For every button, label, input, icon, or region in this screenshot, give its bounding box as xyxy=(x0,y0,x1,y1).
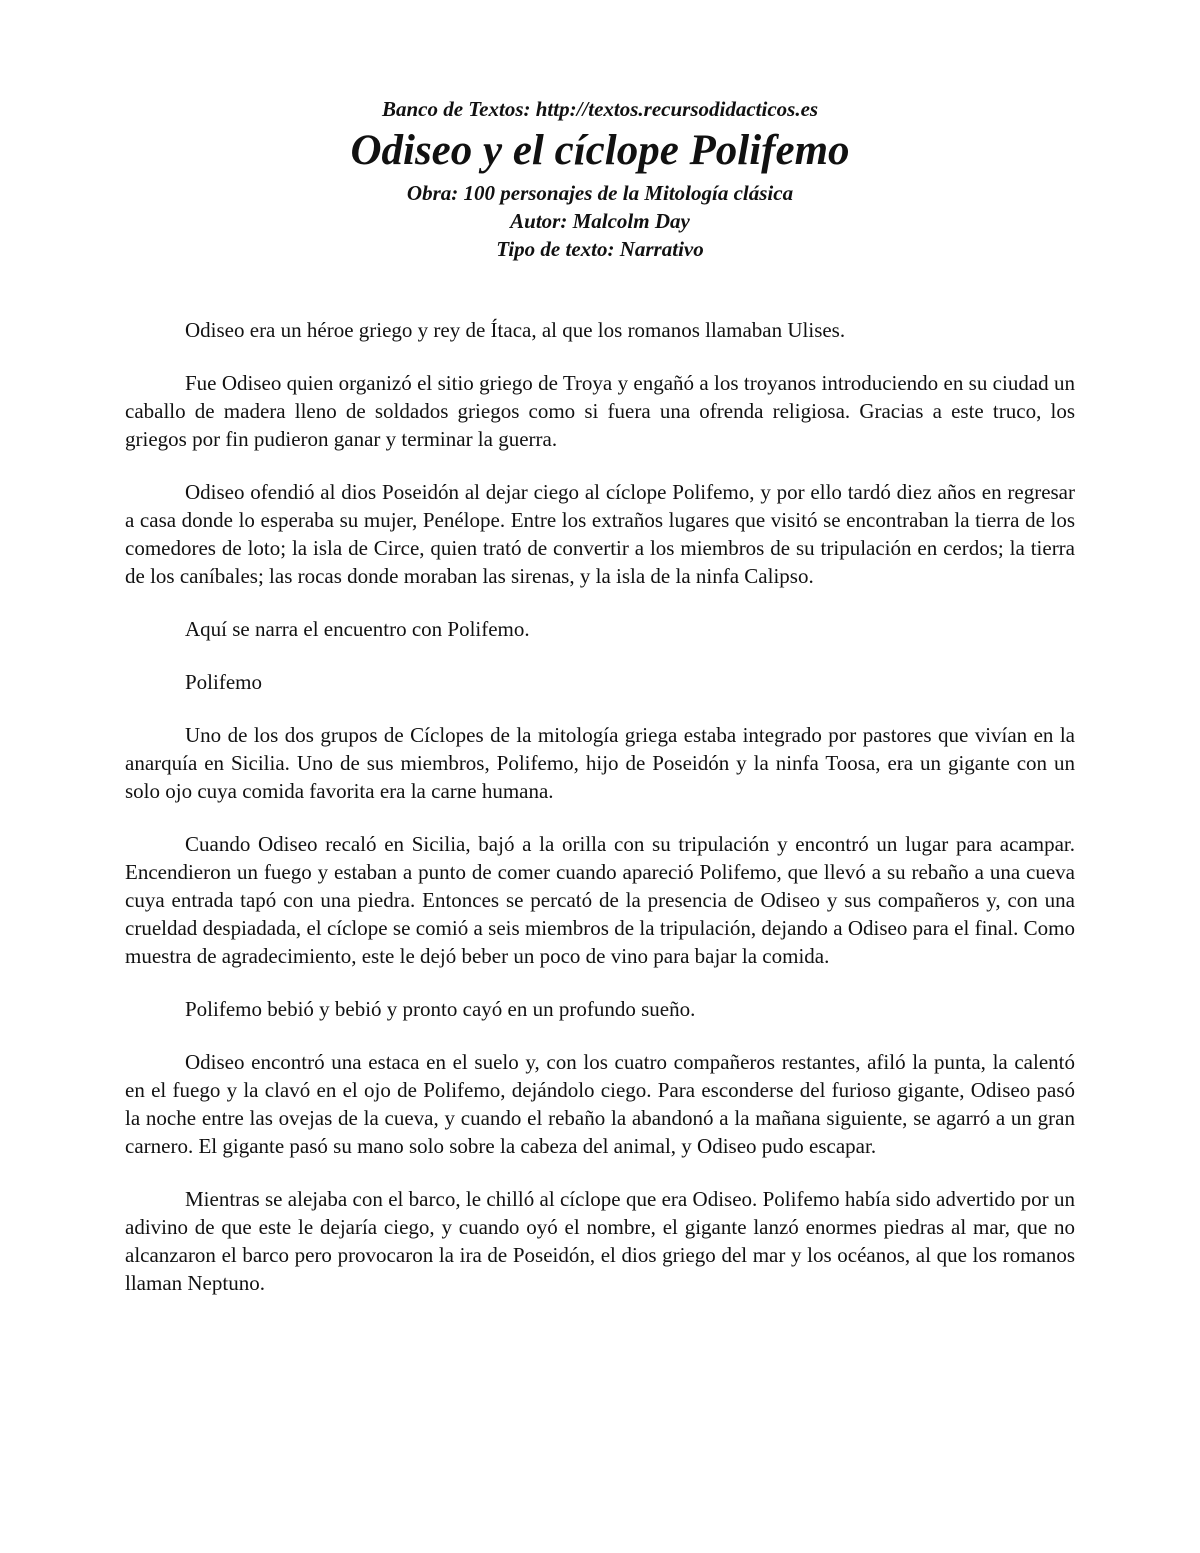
paragraph: Fue Odiseo quien organizó el sitio griego de Troya y engañó a los troyanos introduciendo en su ciudad un caballo de madera lleno de soldados griegos como si fuera una ofrenda religiosa. Gracias a este truco, los griegos por fin pudieron ganar y terminar la guerra. xyxy=(125,371,1075,451)
work-line: Obra: 100 personajes de la Mitología clásica xyxy=(406,181,794,205)
paragraph: Polifemo bebió y bebió y pronto cayó en un profundo sueño. xyxy=(185,997,696,1021)
document-header xyxy=(125,96,1075,263)
document-body xyxy=(125,316,1075,1322)
author-line: Autor: Malcolm Day xyxy=(510,209,690,233)
document-title: Odiseo y el cíclope Polifemo xyxy=(350,127,850,174)
source-line: Banco de Textos: http://textos.recursodidacticos.es xyxy=(381,97,819,121)
paragraph: Cuando Odiseo recaló en Sicilia, bajó a la orilla con su tripulación y encontró un lugar para acampar. Encendieron un fuego y estaban a punto de comer cuando apareció Polifemo, que llevó a su rebaño a una cueva cuya entrada tapó con una piedra. Entonces se percató de la presencia de Odiseo y sus compañeros y, con una crueldad despiadada, el cíclope se comió a seis miembros de la tripulación, dejando a Odiseo para el final. Como muestra de agradecimiento, este le dejó beber un poco de vino para bajar la comida. xyxy=(125,832,1075,968)
paragraph: Mientras se alejaba con el barco, le chilló al cíclope que era Odiseo. Polifemo había sido advertido por un adivino de que este le dejaría ciego, y cuando oyó el nombre, el gigante lanzó enormes piedras al mar, que no alcanzaron el barco pero provocaron la ira de Poseidón, el dios griego del mar y los océanos, al que los romanos llaman Neptuno. xyxy=(125,1187,1075,1295)
paragraph: Odiseo era un héroe griego y rey de Ítaca, al que los romanos llamaban Ulises. xyxy=(185,318,846,342)
paragraph: Odiseo ofendió al dios Poseidón al dejar ciego al cíclope Polifemo, y por ello tardó diez años en regresar a casa donde lo esperaba su mujer, Penélope. Entre los extraños lugares que visitó se encontraban la tierra de los comedores de loto; la isla de Circe, quien trató de convertir a los miembros de su tripulación en cerdos; la tierra de los caníbales; las rocas donde moraban las sirenas, y la isla de la ninfa Calipso. xyxy=(125,480,1075,588)
paragraph: Uno de los dos grupos de Cíclopes de la mitología griega estaba integrado por pastores que vivían en la anarquía en Sicilia. Uno de sus miembros, Polifemo, hijo de Poseidón y la ninfa Toosa, era un gigante con un solo ojo cuya comida favorita era la carne humana. xyxy=(125,723,1075,803)
paragraph: Odiseo encontró una estaca en el suelo y, con los cuatro compañeros restantes, afiló la punta, la calentó en el fuego y la clavó en el ojo de Polifemo, dejándolo ciego. Para esconderse del furioso gigante, Odiseo pasó la noche entre las ovejas de la cueva, y cuando el rebaño la abandonó a la mañana siguiente, se agarró a un gran carnero. El gigante pasó su mano solo sobre la cabeza del animal, y Odiseo pudo escapar. xyxy=(125,1050,1075,1158)
paragraph: Aquí se narra el encuentro con Polifemo. xyxy=(185,617,530,641)
text-type-line: Tipo de texto: Narrativo xyxy=(496,237,704,261)
section-heading-paragraph: Polifemo xyxy=(185,670,262,694)
